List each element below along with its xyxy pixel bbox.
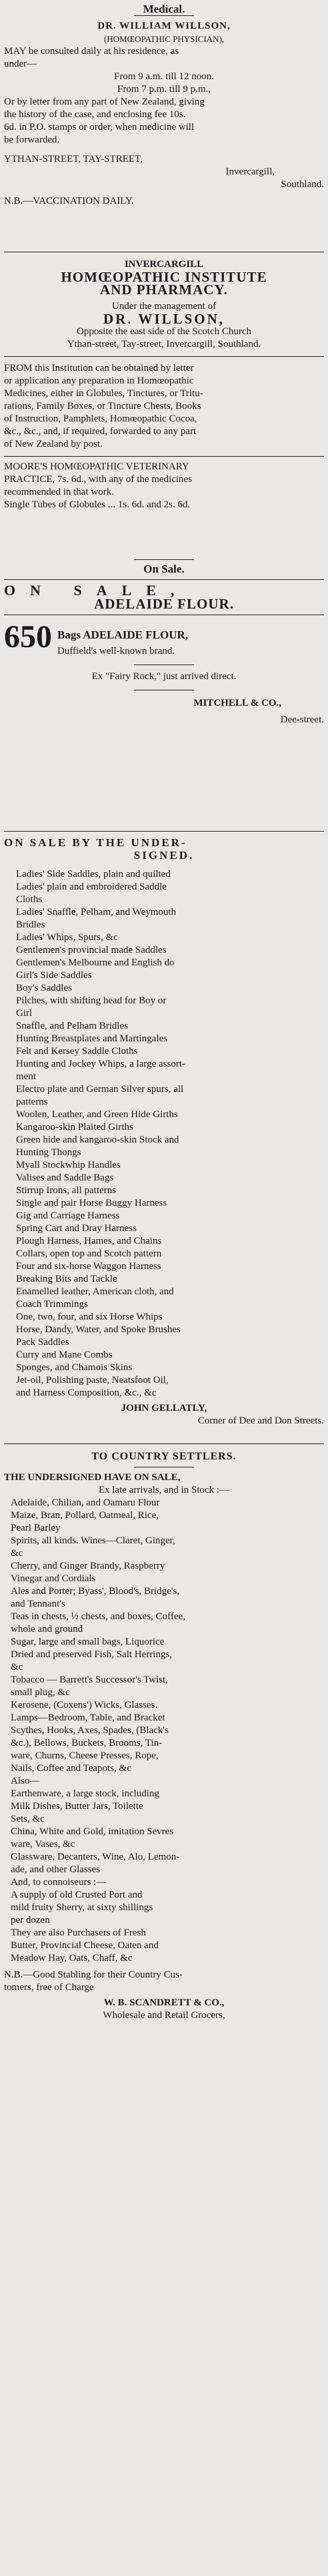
settlers-item: Teas in chests, ½ chests, and boxes, Coffee, <box>11 1611 185 1622</box>
saddlery-item: Felt and Kersey Saddle Cloths <box>16 1046 138 1057</box>
saddlery-item: Cloths <box>16 894 43 905</box>
settlers-item: Lamps—Bedroom, Table, and Bracket <box>11 1712 165 1723</box>
divider <box>134 664 194 665</box>
divider <box>134 559 194 560</box>
institute-body-line: or application any preparation in Homœopathic <box>4 376 194 386</box>
saddlery-item: Pack Saddles <box>16 1337 69 1348</box>
settlers-item: Cherry, and Ginger Brandy, Raspberry <box>11 1561 165 1571</box>
saddlery-list <box>0 868 328 1400</box>
settlers-firm: W. B. SCANDRETT & CO., <box>103 1997 225 2008</box>
saddlery-heading-2: SIGNED. <box>133 849 195 862</box>
vet-line-2: PRACTICE, 7s. 6d., with any of the medicines <box>4 474 193 485</box>
settlers-item: ade, and other Glasses <box>11 1864 101 1875</box>
vaccination-note: N.B.—VACCINATION DAILY. <box>4 196 134 206</box>
institute-body-line: rations, Family Boxes, or Tincture Chests, Books <box>4 401 201 411</box>
saddlery-item: Single and pair Horse Buggy Harness <box>16 1198 167 1208</box>
saddlery-item: Boy's Saddles <box>16 983 72 993</box>
settlers-item: mild fruity Sherry, at sixty shillings <box>11 1902 153 1913</box>
settlers-item: Pearl Barley <box>11 1523 61 1533</box>
settlers-nb-1: N.B.—Good Stabling for their Country Cus- <box>4 1969 183 1980</box>
saddlery-seller: JOHN GELLATLY, <box>121 1403 207 1414</box>
saddlery-item: Pilches, with shifting head for Boy or <box>16 995 167 1006</box>
settlers-item: &c.), Bellows, Buckets, Brooms, Tin- <box>11 1738 163 1748</box>
institute-title-3: AND PHARMACY. <box>100 282 228 298</box>
institute-body <box>0 362 328 451</box>
settlers-nb-2: tomers, free of Charge <box>4 1982 94 1993</box>
institute-doctor: DR. WILLSON, <box>103 311 225 327</box>
saddlery-item: Stirrup Irons, all patterns <box>16 1185 116 1196</box>
settlers-list <box>0 1497 328 1965</box>
institute-body-line: &c., &c., and, if required, forwarded to any part <box>4 426 197 437</box>
saddlery-item: Hunting Thongs <box>16 1147 81 1158</box>
settlers-item: Glassware, Decanters, Wine, Alo, Lemon- <box>11 1852 180 1862</box>
saddlery-item: ment <box>16 1071 36 1082</box>
saddlery-item: Jet-oil, Polishing paste, Neatsfoot Oil, <box>16 1375 169 1386</box>
saddlery-item: Ladies' Whips, Spurs, &c <box>16 932 118 943</box>
settlers-item: Maize, Bran, Pollard, Oatmeal, Rice, <box>11 1510 159 1521</box>
medical-text-6: be forwarded. <box>4 134 60 145</box>
medical-advert <box>0 3 328 208</box>
saddlery-item: Coach Trimmings <box>16 1299 88 1310</box>
onsale-street: Dee-street. <box>280 714 324 725</box>
settlers-item: Nails, Coffee and Teapots, &c <box>11 1763 131 1774</box>
institute-body-line: Medicines, either in Globules, Tinctures, or Tritu- <box>4 388 203 399</box>
divider <box>4 456 324 457</box>
saddlery-item: Myall Stockwhip Handles <box>16 1160 121 1170</box>
saddlery-item: Ladies' Side Saddles, plain and quilted <box>16 869 171 880</box>
saddlery-item: Four and six-horse Waggon Harness <box>16 1261 161 1272</box>
saddlery-item: Hunting Breastplates and Martingales <box>16 1033 168 1044</box>
saddlery-item: Kangaroo-skin Plaited Girths <box>16 1122 133 1133</box>
institute-title-2: HOMŒOPATHIC INSTITUTE <box>61 269 267 285</box>
medical-text-4: the history of the case, and enclosing fee 10s. <box>4 109 186 120</box>
divider <box>4 356 324 357</box>
settlers-trade: Wholesale and Retail Grocers, <box>103 2010 225 2021</box>
institute-location-1: Opposite the east side of the Scotch Church <box>76 326 252 337</box>
onsale-banner-1: ON SALE, <box>4 582 189 599</box>
medical-text-2: under— <box>4 59 37 69</box>
settlers-item: Earthenware, a large stock, including <box>11 1788 159 1799</box>
flour-block <box>0 621 328 658</box>
saddlery-item: Sponges, and Chamois Skins <box>16 1362 133 1373</box>
saddlery-heading-1: ON SALE BY THE UNDER- <box>4 836 187 849</box>
settlers-item: small plug, &c <box>11 1687 70 1698</box>
settlers-item: Tobacco — Barrett's Successor's Twist, <box>11 1674 168 1685</box>
saddlery-item: Plough Harness, Hames, and Chains <box>16 1236 162 1246</box>
settlers-item: Also— <box>11 1776 40 1786</box>
medical-text-1: MAY be consulted daily at his residence, as <box>4 46 179 57</box>
settlers-item: Dried and preserved Fish, Salt Herrings, <box>11 1649 173 1660</box>
settlers-item: Meadow Hay, Oats, Chaff, &c <box>11 1953 133 1963</box>
saddlery-item: Bridles <box>16 919 45 930</box>
saddlery-item: Gentlemen's Melbourne and English do <box>16 957 175 968</box>
section-heading-onsale: On Sale. <box>143 563 185 575</box>
institute-body-line: of New Zealand by post. <box>4 439 103 449</box>
settlers-item: &c <box>11 1548 23 1559</box>
saddlery-item: and Harness Composition, &c., &c <box>16 1388 157 1398</box>
flour-bags: Bags ADELAIDE FLOUR, <box>57 629 189 641</box>
saddlery-item: Ladies' Snaffle, Pelham, and Weymouth <box>16 907 177 917</box>
medical-text-5: 6d. in P.O. stamps or order, when medicine will <box>4 122 195 132</box>
settlers-item: Vinegar and Cordials <box>11 1573 96 1584</box>
institute-body-line: of Instruction, Pamphlets, Homœopathic Cocoa, <box>4 413 197 424</box>
vet-line-3: recommended in that work. <box>4 487 114 497</box>
saddlery-item: Electro plate and German Silver spurs, all <box>16 1084 184 1095</box>
saddlery-item: Valises and Saddle Bags <box>16 1172 114 1183</box>
institute-title-1: INVERCARGILL <box>124 259 204 270</box>
settlers-advert <box>0 1450 328 2022</box>
saddlery-item: Collars, open top and Scotch pattern <box>16 1248 162 1259</box>
flour-quantity: 650 <box>4 621 52 654</box>
settlers-title: TO COUNTRY SETTLERS. <box>91 1451 237 1462</box>
onsale-firm: MITCHELL & CO., <box>193 698 281 708</box>
divider <box>4 579 324 580</box>
settlers-subheading: Ex late arrivals, and in Stock :— <box>98 1485 230 1495</box>
institute-advert <box>0 258 328 511</box>
divider <box>134 15 194 16</box>
onsale-advert <box>0 559 328 726</box>
hours-evening: From 7 p.m. till 9 p.m., <box>117 84 211 95</box>
settlers-item: Adelaide, Chilian, and Oamaru Flour <box>11 1497 160 1508</box>
institute-body-line: FROM this Institution can be obtained by letter <box>4 363 194 374</box>
settlers-item: whole and ground <box>11 1624 83 1635</box>
saddlery-corner: Corner of Dee and Don Streets. <box>197 1416 324 1426</box>
settlers-heading: THE UNDERSIGNED HAVE ON SALE, <box>4 1472 181 1483</box>
settlers-item: and Tennant's <box>11 1599 65 1609</box>
divider <box>4 1443 324 1444</box>
settlers-item: Sugar, large and small bags, Liquorice <box>11 1637 165 1647</box>
saddlery-item: patterns <box>16 1097 48 1107</box>
saddlery-item: Ladies' plain and embroidered Saddle <box>16 882 167 892</box>
saddlery-item: Green hide and kangaroo-skin Stock and <box>16 1135 179 1145</box>
settlers-item: ware, Vases, &c <box>11 1839 75 1850</box>
settlers-item: Scythes, Hooks, Axes, Spades, (Black's <box>11 1725 169 1736</box>
institute-under: Under the management of <box>111 301 217 312</box>
saddlery-advert <box>0 836 328 1427</box>
saddlery-item: Gig and Carriage Harness <box>16 1210 120 1221</box>
address-line-3: Southland. <box>281 179 324 190</box>
saddlery-item: Horse, Dandy, Water, and Spoke Brushes <box>16 1324 181 1335</box>
address-line-2: Invercargill, <box>225 166 275 177</box>
saddlery-item: Woolen, Leather, and Green Hide Girths <box>16 1109 178 1120</box>
settlers-item: Spirits, all kinds. Wines—Claret, Ginger, <box>11 1535 175 1546</box>
saddlery-item: Spring Cart and Dray Harness <box>16 1223 137 1234</box>
address-line-1: YTHAN-STREET, TAY-STREET, <box>4 154 143 164</box>
settlers-item: And, to connoiseurs :— <box>11 1877 107 1888</box>
saddlery-item: Girl's Side Saddles <box>16 970 92 981</box>
saddlery-item: One, two, four, and six Horse Whips <box>16 1312 163 1322</box>
settlers-item: Milk Dishes, Butter Jars, Toilette <box>11 1801 143 1812</box>
vet-line-4: Single Tubes of Globules ... 1s. 6d. and 2s. 6d. <box>4 499 191 510</box>
onsale-ex: Ex "Fairy Rock," just arrived direct. <box>91 671 237 682</box>
saddlery-item: Gentlemen's provincial made Saddles <box>16 945 167 955</box>
settlers-item: They are also Purchasers of Fresh <box>11 1928 146 1938</box>
saddlery-item: Hunting and Jockey Whips, a large assort- <box>16 1059 185 1069</box>
saddlery-item: Curry and Mane Combs <box>16 1350 113 1360</box>
settlers-item: A supply of old Crusted Port and <box>11 1890 143 1900</box>
medical-text-3: Or by letter from any part of New Zealand, giving <box>4 97 205 107</box>
doctor-role: (HOMŒOPATHIC PHYSICIAN), <box>103 34 225 44</box>
onsale-banner-2: ADELAIDE FLOUR. <box>94 596 234 612</box>
institute-location-2: Ythan-street, Tay-street, Invercargill, Southland. <box>67 339 261 350</box>
saddlery-item: Breaking Bits and Tackle <box>16 1274 117 1284</box>
saddlery-item: Enamelled leather, American cloth, and <box>16 1286 174 1297</box>
doctor-name: DR. WILLIAM WILLSON, <box>97 21 231 31</box>
settlers-item: per dozen <box>11 1915 50 1926</box>
settlers-item: Kerosene, (Coxens') Wicks, Glasses. <box>11 1700 158 1710</box>
section-heading-medical: Medical. <box>143 3 185 15</box>
settlers-item: ware, Churns, Cheese Presses, Rope, <box>11 1750 159 1761</box>
settlers-item: China, White and Gold, imitation Sevres <box>11 1826 174 1837</box>
flour-brand: Duffield's well-known brand. <box>57 646 175 656</box>
saddlery-item: Snaffle, and Pelham Bridles <box>16 1021 129 1031</box>
saddlery-item: Girl <box>16 1008 33 1019</box>
vet-line-1: MOORE'S HOMŒOPATHIC VETERINARY <box>4 461 189 472</box>
settlers-item: Butter, Provincial Cheese, Oaten and <box>11 1940 159 1951</box>
hours-morning: From 9 a.m. till 12 noon. <box>114 71 214 82</box>
settlers-item: &c <box>11 1662 23 1673</box>
divider <box>4 831 324 832</box>
settlers-item: Ales and Porter; Byass', Blood's, Bridge's, <box>11 1586 180 1597</box>
settlers-item: Sets, &c <box>11 1814 45 1824</box>
